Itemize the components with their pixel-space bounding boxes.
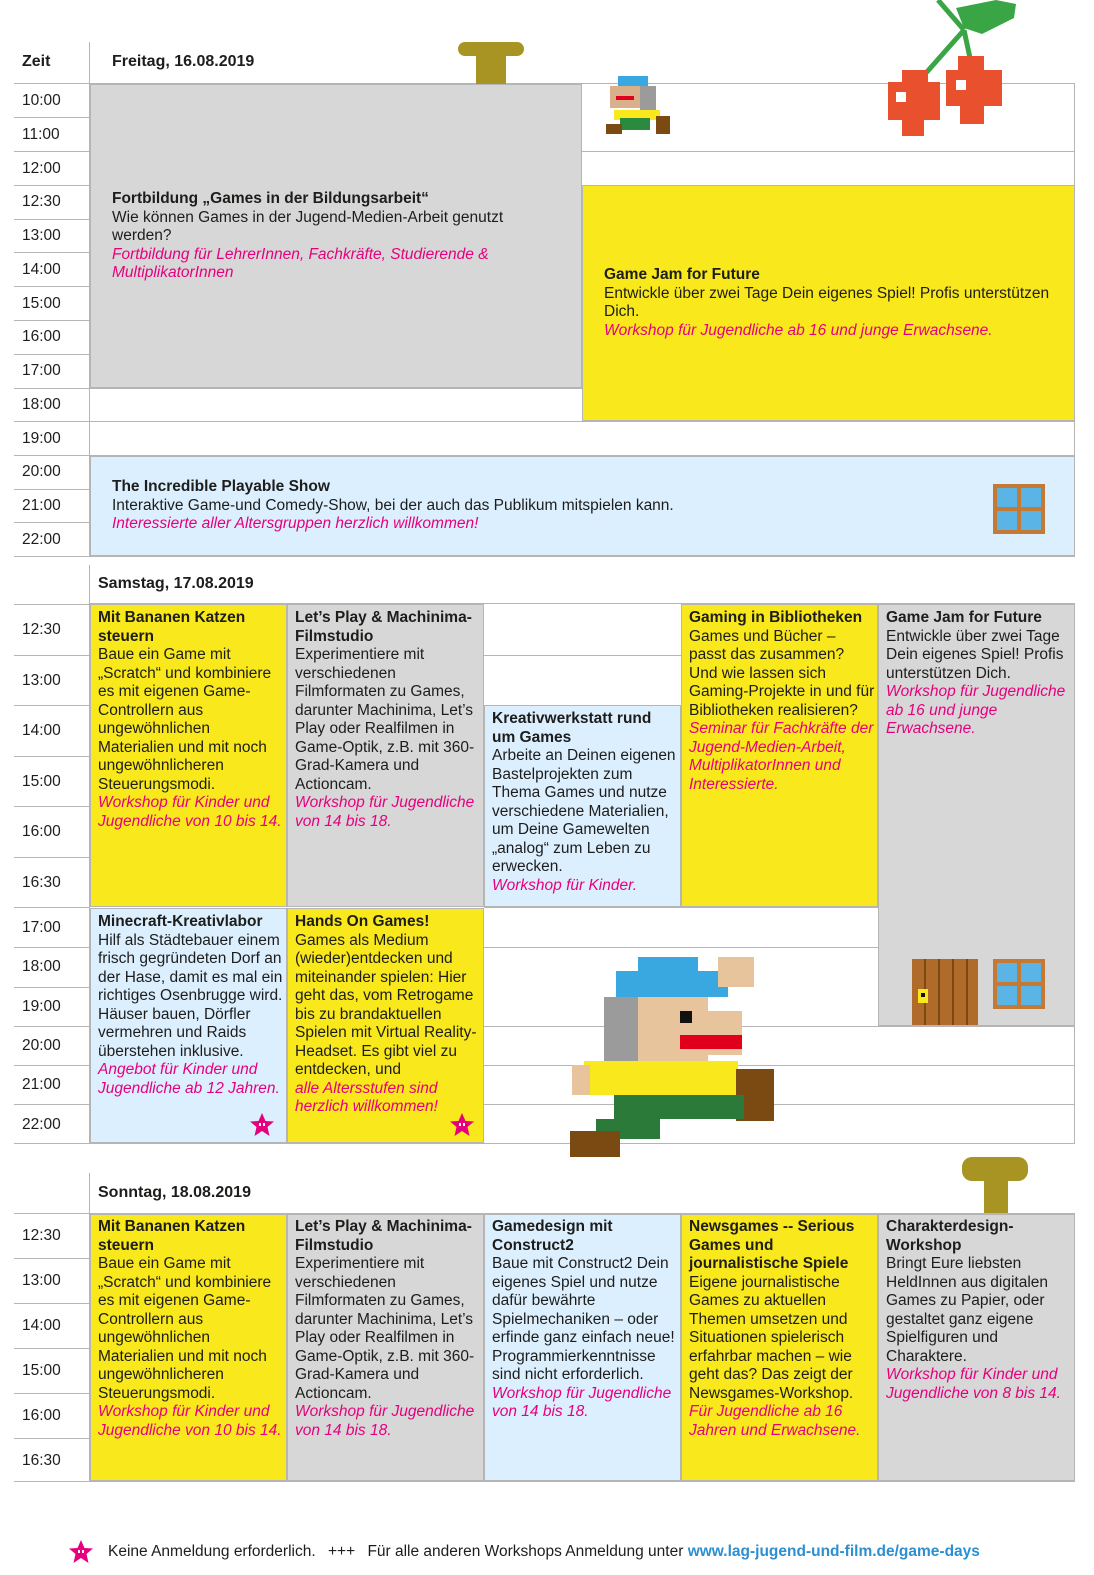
time-label: 15:00 — [22, 773, 61, 790]
event-text — [295, 1218, 481, 1440]
event-title: Let’s Play & Machinima-Filmstudio — [295, 609, 472, 645]
time-label: 12:30 — [22, 193, 61, 210]
event-description: Interaktive Game-und Comedy-Show, bei der auch das Publikum mitspielen kann. — [112, 496, 674, 514]
time-label: 13:00 — [22, 227, 61, 244]
time-label: 12:00 — [22, 160, 61, 177]
event-text — [886, 1218, 1072, 1403]
event-audience: Workshop für Jugendliche ab 16 und junge Erwachsene. — [604, 321, 993, 339]
event-description: Hilf als Städtebauer einem frisch gegründeten Dorf an der Hase, damit es mal ein richtiges Osenbrugge wird. Häuser bauen, Dörfler vermehren und Raids überstehen inklusive. — [98, 931, 283, 1060]
time-label: 16:00 — [22, 823, 61, 840]
footer-note — [108, 1543, 980, 1561]
time-label: 11:00 — [22, 126, 60, 143]
event-title: Gamedesign mit Construct2 — [492, 1218, 613, 1254]
event-audience: Angebot für Kinder und Jugendliche ab 12 Jahren. — [98, 1061, 280, 1097]
pixel-cherries-decoration — [886, 0, 1016, 140]
time-label: 16:30 — [22, 874, 61, 891]
event-text — [886, 609, 1072, 739]
star-icon — [249, 1112, 275, 1138]
event-title: Kreativwerkstatt rund um Games — [492, 710, 652, 746]
time-label: 15:00 — [22, 1362, 61, 1379]
event-title: Charakterdesign-Workshop — [886, 1218, 1014, 1254]
event-audience: Workshop für Kinder und Jugendliche von 8 bis 14. — [886, 1366, 1061, 1402]
time-label: 12:30 — [22, 1227, 61, 1244]
time-label: 16:00 — [22, 1407, 61, 1424]
event-text — [295, 609, 481, 831]
event-description: Baue ein Game mit „Scratch“ und kombiniere es mit eigenen Game-Controllern aus ungewöhnlichen Materialien und mit noch ungewöhnlicheren Steuerungsmodi. — [98, 646, 272, 793]
event-audience: Workshop für Jugendliche ab 16 und junge Erwachsene. — [886, 683, 1066, 737]
pixel-character-large — [556, 955, 776, 1160]
event-audience: Für Jugendliche ab 16 Jahren und Erwachsene. — [689, 1403, 861, 1439]
friday-title: Freitag, 16.08.2019 — [112, 53, 255, 70]
event-description: Games als Medium (wieder)entdecken und miteinander spielen: Hier geht das, vom Retrogame bis zu brandaktuellen Spielen mit Virtual Reality-Headset. Es gibt viel zu entdecken, und — [295, 931, 477, 1078]
event-text — [112, 478, 932, 534]
event-audience: Workshop für Jugendliche von 14 bis 18. — [295, 1403, 475, 1439]
event-description: Bringt Eure liebsten HeldInnen aus digitalen Games zu Papier, oder gestaltet ganz eigene Spielfiguren und Charaktere. — [886, 1255, 1049, 1365]
footer-link[interactable]: www.lag-jugend-und-film.de/game-days — [687, 1543, 980, 1560]
event-title: The Incredible Playable Show — [112, 478, 330, 495]
event-description: Experimentiere mit verschiedenen Filmformaten zu Games, darunter Machinima, Let’s Play oder Realfilmen in Game-Optik, z.B. mit 360-Grad-Kamera und Actioncam. — [295, 1255, 475, 1402]
time-label: 14:00 — [22, 1317, 61, 1334]
time-label: 16:30 — [22, 1452, 61, 1469]
saturday-title: Samstag, 17.08.2019 — [98, 575, 254, 592]
time-label: 15:00 — [22, 295, 61, 312]
event-description: Baue mit Construct2 Dein eigenes Spiel und nutze dafür bewährte Spielmechaniken – oder erfinde ganz einfach neue! Programmierkenntnisse sind nicht erforderlich. — [492, 1255, 675, 1383]
time-label: 14:00 — [22, 722, 61, 739]
event-description: Experimentiere mit verschiedenen Filmformaten zu Games, darunter Machinima, Let’s Play oder Realfilmen in Game-Optik, z.B. mit 360-Grad-Kamera und Actioncam. — [295, 646, 475, 793]
footer-no-registration: Keine Anmeldung erforderlich. — [108, 1543, 316, 1560]
event-text — [295, 913, 481, 1117]
time-label: 20:00 — [22, 1037, 61, 1054]
time-label: 20:00 — [22, 463, 61, 480]
star-icon — [449, 1112, 475, 1138]
time-label: 21:00 — [22, 1076, 61, 1093]
event-text — [492, 1218, 678, 1422]
time-label: 18:00 — [22, 396, 61, 413]
event-audience: Fortbildung für LehrerInnen, Fachkräfte, Studierende & MultiplikatorInnen — [112, 245, 489, 281]
time-label: 19:00 — [22, 430, 61, 447]
event-description: Eigene journalistische Games zu aktuellen Themen umsetzen und Situationen spielerisch erfahrbar machen – wie geht das? Das zeigt der Newsgames-Workshop. — [689, 1273, 854, 1402]
sunday-title: Sonntag, 18.08.2019 — [98, 1184, 251, 1201]
event-text — [689, 1218, 875, 1440]
event-audience: Workshop für Kinder und Jugendliche von 10 bis 14. — [98, 794, 282, 830]
time-label: 14:00 — [22, 261, 61, 278]
star-icon — [68, 1539, 94, 1565]
event-title: Let’s Play & Machinima-Filmstudio — [295, 1218, 472, 1254]
time-label: 17:00 — [22, 362, 61, 379]
event-audience: Seminar für Fachkräfte der Jugend-Medien-Arbeit, MultiplikatorInnen und Interessierte. — [689, 720, 874, 793]
event-audience: Interessierte aller Altersgruppen herzlich willkommen! — [112, 515, 479, 532]
event-text — [689, 609, 875, 794]
event-description: Entwickle über zwei Tage Dein eigenes Spiel! Profis unterstützen Dich. — [886, 627, 1064, 682]
event-audience: Workshop für Kinder. — [492, 876, 638, 894]
event-audience: Workshop für Jugendliche von 14 bis 18. — [295, 794, 475, 830]
time-column-header: Zeit — [22, 53, 51, 70]
pixel-character-small — [604, 74, 672, 138]
time-label: 12:30 — [22, 621, 61, 638]
time-label: 10:00 — [22, 92, 61, 109]
time-label: 13:00 — [22, 1272, 61, 1289]
event-description: Entwickle über zwei Tage Dein eigenes Spiel! Profis unterstützen Dich. — [604, 284, 1050, 320]
event-title: Mit Bananen Katzen steuern — [98, 1218, 246, 1254]
event-title: Newsgames -- Serious Games und journalistische Spiele — [689, 1218, 855, 1272]
time-label: 18:00 — [22, 958, 61, 975]
pixel-pipe-decoration — [458, 42, 524, 84]
event-description: Arbeite an Deinen eigenen Bastelprojekten zum Thema Games und nutze verschiedene Materialien, um Deine Gamewelten „analog“ zum Leben zu erwecken. — [492, 747, 676, 875]
footer-separator: +++ — [327, 1543, 356, 1560]
event-description: Wie können Games in der Jugend-Medien-Arbeit genutzt werden? — [112, 208, 504, 244]
event-description: Baue ein Game mit „Scratch“ und kombiniere es mit eigenen Game-Controllern aus ungewöhnlichen Materialien und mit noch ungewöhnlicheren Steuerungsmodi. — [98, 1255, 272, 1402]
time-label: 22:00 — [22, 531, 61, 548]
time-label: 16:00 — [22, 328, 61, 345]
time-label: 22:00 — [22, 1116, 61, 1133]
event-description: Games und Bücher – passt das zusammen? Und wie lassen sich Gaming-Projekte in und für Bibliotheken realisieren? — [689, 627, 875, 719]
event-text — [98, 1218, 284, 1440]
event-text — [492, 710, 678, 895]
event-title: Hands On Games! — [295, 913, 430, 930]
event-audience: alle Altersstufen sind herzlich willkommen! — [295, 1079, 438, 1115]
time-label: 17:00 — [22, 919, 61, 936]
event-title: Game Jam for Future — [604, 266, 760, 283]
event-title: Gaming in Bibliotheken — [689, 609, 863, 626]
event-title: Fortbildung „Games in der Bildungsarbeit“ — [112, 190, 429, 207]
pixel-window-decoration — [993, 484, 1045, 534]
footer-register-text: Für alle anderen Workshops Anmeldung unter — [367, 1543, 684, 1560]
event-title: Minecraft-Kreativlabor — [98, 913, 263, 930]
event-text — [98, 913, 284, 1098]
pixel-pipe-decoration — [962, 1157, 1028, 1213]
event-title: Mit Bananen Katzen steuern — [98, 609, 246, 645]
event-text — [112, 190, 552, 283]
event-audience: Workshop für Kinder und Jugendliche von 10 bis 14. — [98, 1403, 282, 1439]
event-text — [98, 609, 284, 831]
event-title: Game Jam for Future — [886, 609, 1042, 626]
event-text — [604, 266, 1054, 340]
pixel-door-decoration — [912, 959, 978, 1025]
pixel-window-decoration — [993, 959, 1045, 1009]
event-audience: Workshop für Jugendliche von 14 bis 18. — [492, 1384, 672, 1420]
time-label: 13:00 — [22, 672, 61, 689]
time-label: 21:00 — [22, 497, 61, 514]
time-label: 19:00 — [22, 998, 61, 1015]
